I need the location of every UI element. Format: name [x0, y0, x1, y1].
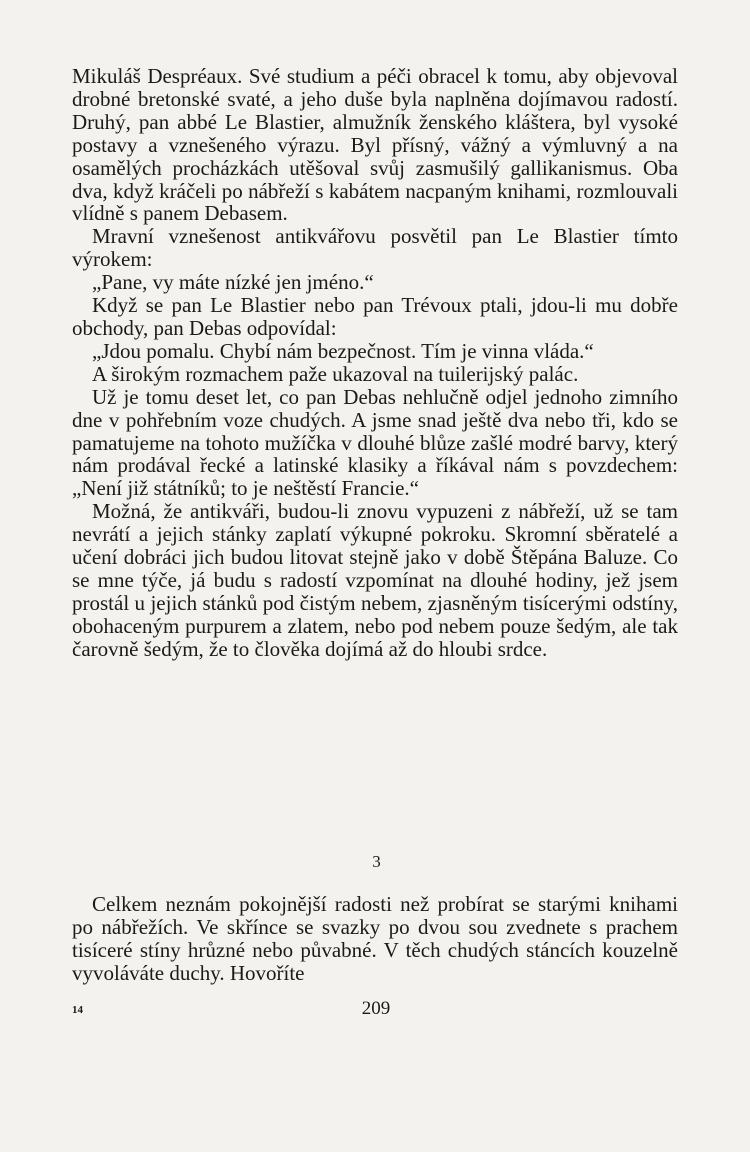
- page-number: 209: [361, 998, 391, 1019]
- paragraph: „Pane, vy máte nízké jen jméno.“: [92, 270, 374, 295]
- section-number: 3: [372, 852, 381, 871]
- paragraph: A širokým rozmachem paže ukazoval na tuilerijský palác.: [92, 361, 579, 386]
- printer-signature-mark: 14: [72, 1004, 83, 1016]
- paragraph: Mikuláš Despréaux. Své studium a péči obracel k tomu, aby objevoval drobné bretonské svaté, a jeho duše byla naplněna dojímavou radostí. Druhý, pan abbé Le Blastier, almužník ženského kláštera, byl vysoké postavy a vznešeného výrazu. Byl přísný, vážný a výmluvný a na osamělých procházkách utěšoval svůj zasmušilý gallikanismus. Oba dva, když kráčeli po nábřeží s kabátem nacpaným knihami, rozmlouvali vlídně s panem Debasem.: [72, 64, 678, 226]
- paragraph: „Jdou pomalu. Chybí nám bezpečnost. Tím je vinna vláda.“: [92, 338, 594, 363]
- paragraph: Celkem neznám pokojnější radosti než probírat se starými knihami po nábřežích. Ve skřínce se svazky po dvou sou zvednete s prachem tisíceré stíny hrůzné nebo půvabné. V těch chudých stáncích kouzelně vyvoláváte duchy. Hovoříte: [72, 892, 678, 985]
- paragraph: Už je tomu deset let, co pan Debas nehlučně odjel jednoho zimního dne v pohřebním voze chudých. A jsme snad ještě dva nebo tři, kdo se pamatujeme na tohoto mužíčka v dlouhé blůze zašlé modré barvy, který nám prodával řecké a latinské klasiky a říkával nám s povzdechem: „Není již státníků; to je neštěstí Francie.“: [72, 384, 678, 501]
- paragraph: Možná, že antikváři, budou-li znovu vypuzeni z nábřeží, už se tam nevrátí a jejich stánky zaplatí výkupné pokroku. Skromní sběratelé a učení dobráci jich budou litovat stejně jako v době Štěpána Baluze. Co se mne týče, já budu s radostí vzpomínat na dlouhé hodiny, jež jsem prostál u jejich stánků pod čistým nebem, zjasněným tisícerými odstíny, obohaceným purpurem a zlatem, nebo pod nebem pouze šedým, ale tak čarovně šedým, že to člověka dojímá až do hloubi srdce.: [72, 499, 678, 661]
- text-block-top: [72, 65, 678, 661]
- text-block-bottom: [72, 893, 678, 985]
- paragraph: Když se pan Le Blastier nebo pan Trévoux ptali, jdou-li mu dobře obchody, pan Debas odpovídal:: [72, 293, 678, 340]
- paragraph: Mravní vznešenost antikvářovu posvětil pan Le Blastier tímto výrokem:: [72, 224, 678, 272]
